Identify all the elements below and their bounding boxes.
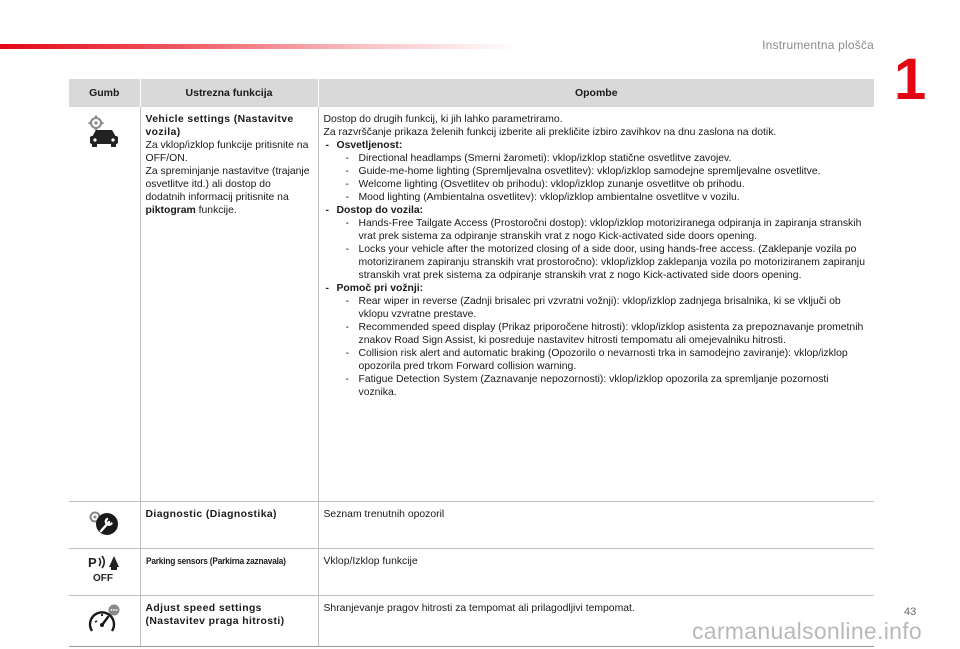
table-row (69, 107, 874, 501)
group-title: - Osvetljenost: (324, 139, 870, 152)
table-row (69, 501, 874, 548)
notes-cell (318, 548, 874, 595)
list-item: - Hands-Free Tailgate Access (Prostoročni dostop): vklop/izklop motoriziranega odpiranja in zapiranja stranskih vrat prek sistema za odpiranje stranskih vrat z nogo Kick-activated side doors opening. (324, 217, 870, 243)
function-desc: Za spreminjanje nastavitve (trajanje osvetlitve itd.) ali dostop do dodatnih informacij pritisnite na piktogram funkcije. (145, 166, 310, 216)
list-item: - Directional headlamps (Smerni žarometi): vklop/izklop statične osvetlitve zavojev. (324, 152, 870, 165)
list-item: - Fatigue Detection System (Zaznavanje nepozornosti): vklop/izklop opozorila za spremljanje pozornosti voznika. (324, 373, 870, 399)
function-cell (140, 548, 318, 595)
icon-cell (69, 501, 140, 548)
list-item: - Mood lighting (Ambientalna osvetlitev): vklop/izklop ambientalne osvetlitve v vozilu. (324, 191, 870, 204)
table-header-row (69, 79, 874, 107)
function-cell (140, 107, 318, 501)
header-button: Gumb (69, 79, 140, 107)
pictogram-label: piktogram (145, 205, 196, 216)
function-cell (140, 501, 318, 548)
speed-gauge-icon (86, 604, 122, 634)
notes-cell (318, 501, 874, 548)
chapter-number: 1 (894, 47, 927, 112)
parking-off-label: OFF (93, 572, 114, 583)
chapter-title: Instrumentna plošča (762, 38, 874, 52)
notes-text: Shranjevanje pragov hitrosti za tempomat ali prilagodljivi tempomat. (323, 602, 635, 614)
watermark: carmanualsonline.info (691, 618, 922, 644)
header-accent-bar (0, 44, 520, 49)
function-title: Parking sensors (Parkirna zaznavala) (145, 555, 286, 566)
diagnostic-wrench-icon (87, 510, 121, 536)
page-number: 43 (904, 606, 917, 618)
header-notes: Opombe (318, 79, 874, 107)
notes-cell (318, 107, 874, 501)
list-item: - Locks your vehicle after the motorized closing of a side door, using hands-free access. (Zaklepanje vozila po motoriziranem zapiranju stranskih vrat prostoročno): vklop/izklop zaklepanja vozila po motoriziranem zapiranju stranskih vrat prek sistema za odpiranje stranskih vrat z nogo Kick-activated side doors opening. (324, 243, 870, 282)
list-item: - Guide-me-home lighting (Spremljevalna osvetlitev): vklop/izklop samodejne spremljevalne osvetlitve. (324, 165, 870, 178)
parking-sensors-off-icon (86, 553, 122, 583)
function-title: Vehicle settings (Nastavitve vozila) (145, 114, 294, 138)
function-title: Diagnostic (Diagnostika) (145, 508, 277, 520)
notes-text: Seznam trenutnih opozoril (323, 508, 445, 520)
function-cell (140, 595, 318, 646)
notes-text: Vklop/Izklop funkcije (323, 555, 418, 567)
list-item: - Welcome lighting (Osvetlitev ob prihodu): vklop/izklop zunanje osvetlitve ob prihodu. (324, 178, 870, 191)
functions-table (69, 79, 874, 647)
list-item: - Rear wiper in reverse (Zadnji brisalec pri vzvratni vožnji): vklop/izklop zadnjega brisalnika, ki se vključi ob vklopu vzvratne prestave. (324, 295, 870, 321)
header-function: Ustrezna funkcija (140, 79, 318, 107)
group-title: - Dostop do vozila: (324, 204, 870, 217)
function-desc: Za vklop/izklop funkcije pritisnite na OFF/ON. (145, 140, 309, 164)
svg-text:P: P (88, 554, 97, 570)
function-title: Adjust speed settings (Nastavitev praga hitrosti) (145, 602, 285, 627)
notes-intro: Dostop do drugih funkcij, ki jih lahko parametriramo. (323, 114, 563, 125)
group-title: - Pomoč pri vožnji: (324, 282, 870, 295)
icon-cell (69, 595, 140, 646)
notes-intro: Za razvrščanje prikaza želenih funkcij izberite ali prekličite izbiro zavihkov na dnu zaslona na dotik. (323, 127, 777, 138)
icon-cell (69, 107, 140, 501)
table-row (69, 548, 874, 595)
list-item: - Collision risk alert and automatic braking (Opozorilo o nevarnosti trka in samodejno zaviranje): vklop/izklop opozorila pred trkom Forward collision warning. (324, 347, 870, 373)
list-item: - Recommended speed display (Prikaz priporočene hitrosti): vklop/izklop asistenta za prepoznavanje prometnih znakov Road Sign Assist, ki posreduje nastavitev hitrosti tempomatu ali omejevalniku hitrosti. (324, 321, 870, 347)
icon-cell (69, 548, 140, 595)
car-settings-icon (86, 115, 122, 149)
